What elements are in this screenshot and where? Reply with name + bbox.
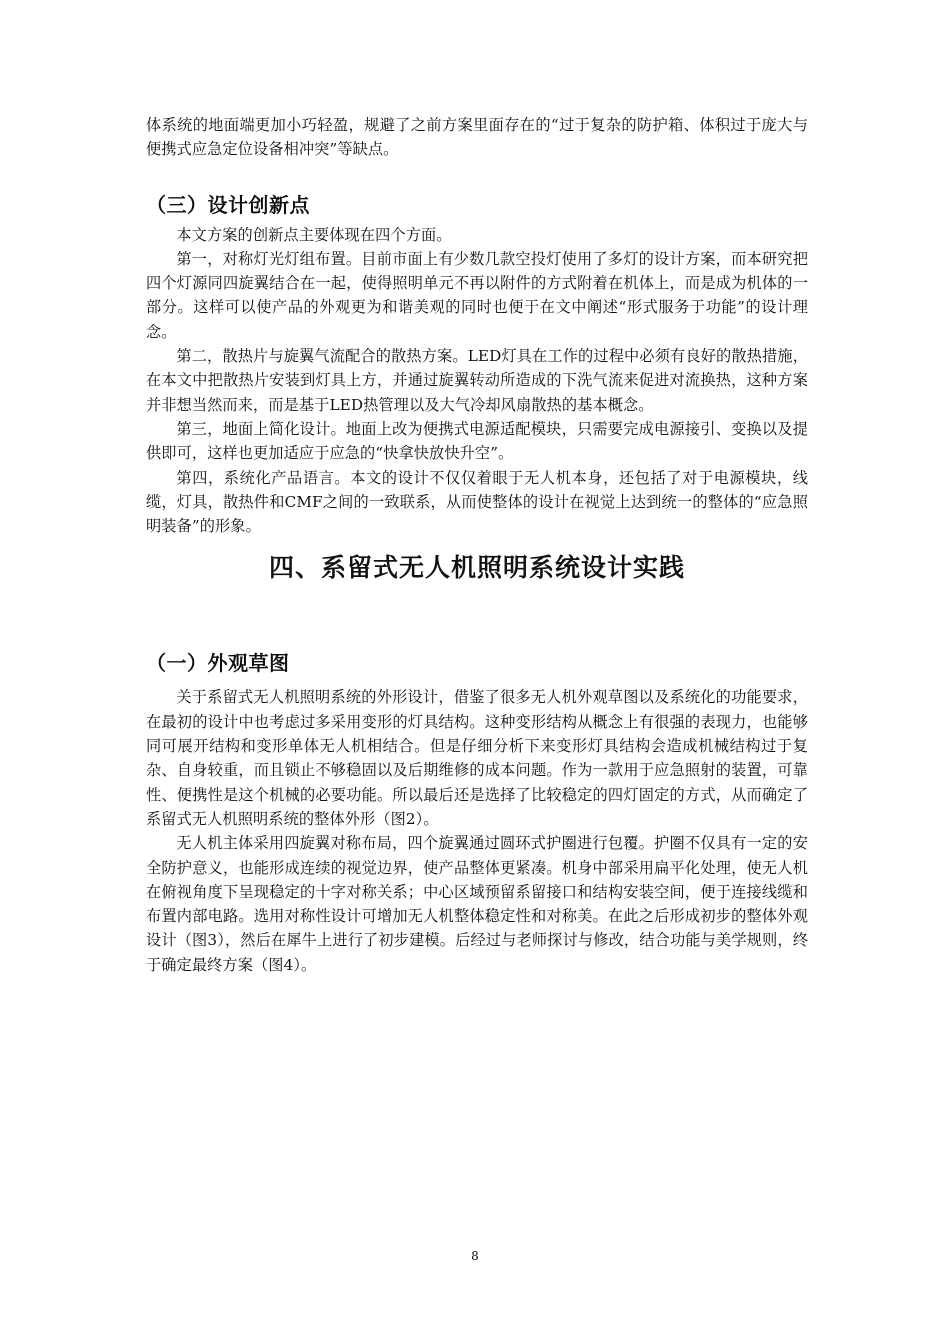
intro-paragraph: 体系统的地面端更加小巧轻盈，规避了之前方案里面存在的“过于复杂的防护箱、体积过于庞大与便携式应急定位设备相冲突”等缺点。 bbox=[146, 116, 808, 159]
section-heading-design-innovations: （三）设计创新点 bbox=[146, 192, 310, 217]
body-paragraph: 第三，地面上简化设计。地面上改为便携式电源适配模块，只需要完成电源接引、变换以及提供即可，这样也更加适应于应急的“快拿快放快升空”。 bbox=[146, 419, 808, 463]
body-paragraph: 本文方案的创新点主要体现在四个方面。 bbox=[176, 225, 452, 244]
body-paragraph: 无人机主体采用四旋翼对称布局，四个旋翼通过圆环式护圈进行包覆。护圈不仅具有一定的安全防护意义，也能形成连续的视觉边界，使产品整体更紧凑。机身中部采用扁平化处理，使无人机在俯视角度下呈现稳定的十字对称关系；中心区域预留系留接口和结构安装空间，便于连接线缆和布置内部电路。选用对称性设计可增加无人机整体稳定性和对称美。在此之后形成初步的整体外观设计（图3），然后在犀牛上进行了初步建模。后经过与老师探讨与修改，结合功能与美学规则，终于确定最终方案（图4）。 bbox=[146, 834, 808, 974]
body-paragraph: 关于系留式无人机照明系统的外形设计，借鉴了很多无人机外观草图以及系统化的功能要求，在最初的设计中也考虑过多采用变形的灯具结构。这种变形结构从概念上有很强的表现力，也能够同可展开结构和变形单体无人机相结合。但是仔细分析下来变形灯具结构会造成机械结构过于复杂、自身较重，而且锁止不够稳固以及后期维修的成本问题。作为一款用于应急照射的装置，可靠性、便携性是这个机械的必要功能。所以最后还是选择了比较稳定的四灯固定的方式，从而确定了系留式无人机照明系统的整体外形（图2）。 bbox=[146, 688, 808, 828]
body-paragraph: 第二，散热片与旋翼气流配合的散热方案。LED灯具在工作的过程中必须有良好的散热措施，在本文中把散热片安装到灯具上方，并通过旋翼转动所造成的下洗气流来促进对流换热，这种方案并非想当然而来，而是基于LED热管理以及大气冷却风扇散热的基本概念。 bbox=[146, 347, 808, 414]
body-paragraph: 第四，系统化产品语言。本文的设计不仅仅着眼于无人机本身，还包括了对于电源模块，线缆，灯具，散热件和CMF之间的一致联系，从而使整体的设计在视觉上达到统一的整体的“应急照明装备”的形象。 bbox=[146, 468, 808, 536]
body-paragraph: 第一，对称灯光灯组布置。目前市面上有少数几款空投灯使用了多灯的设计方案，而本研究把四个灯源同四旋翼结合在一起，使得照明单元不再以附件的方式附着在机体上，而是成为机体的一部分。这样可以使产品的外观更为和谐美观的同时也便于在文中阐述“形式服务于功能”的设计理念。 bbox=[146, 249, 808, 341]
page-number: 8 bbox=[471, 1249, 479, 1263]
page-body bbox=[146, 113, 808, 977]
chapter-heading: 四、系留式无人机照明系统设计实践 bbox=[268, 553, 685, 583]
section-heading-appearance-sketch: （一）外观草图 bbox=[146, 651, 290, 676]
